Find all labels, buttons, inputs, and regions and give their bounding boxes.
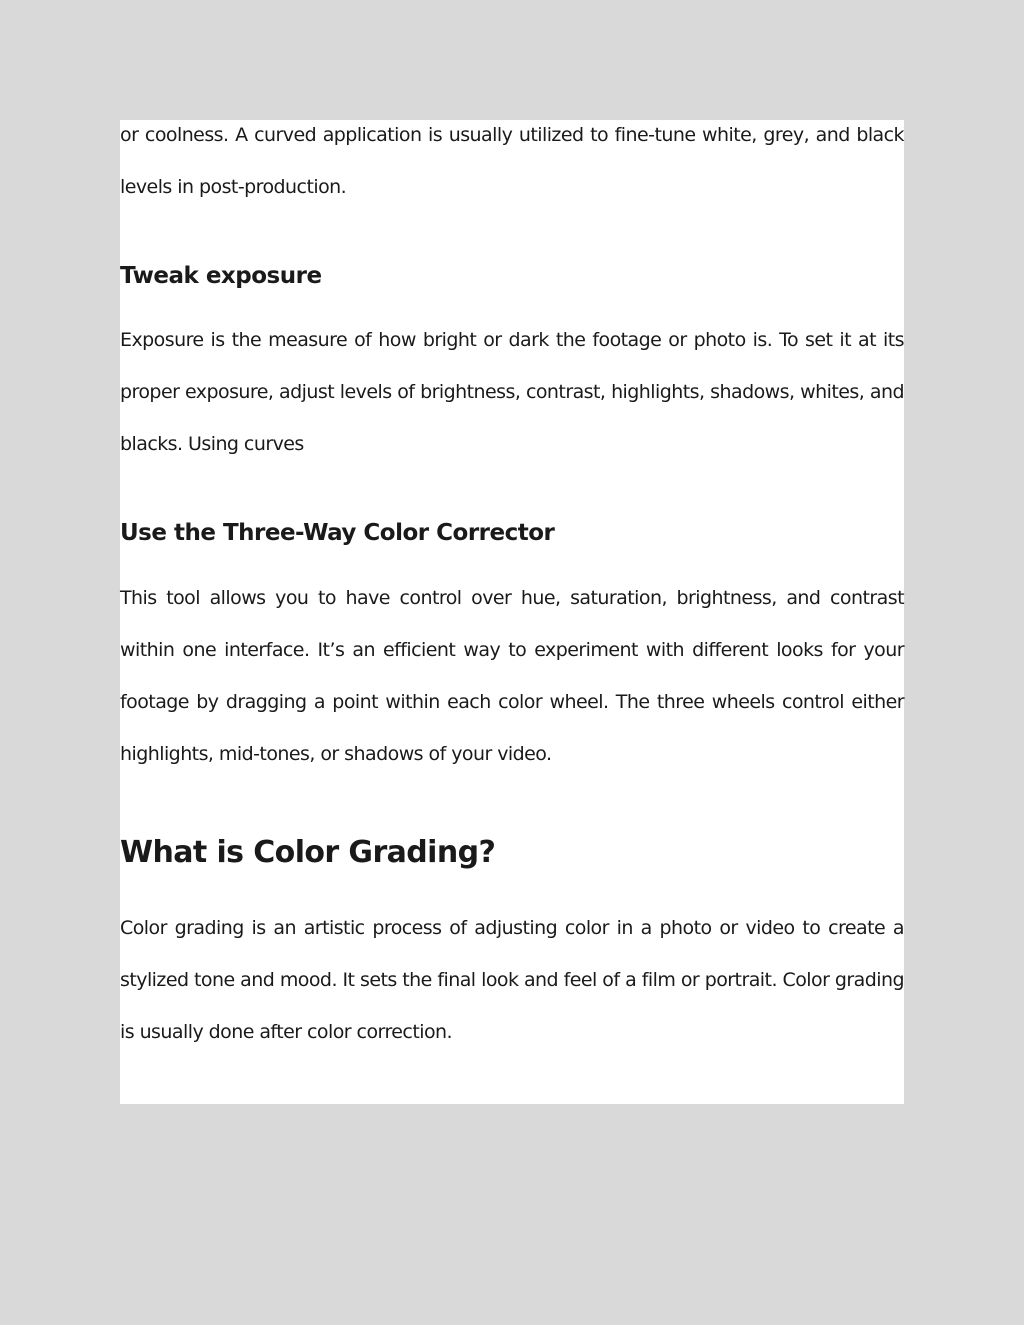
paragraph-color-grading: Color grading is an artistic process of adjusting color in a photo or video to create a stylized tone and mood. It sets the final look and feel of a film or portrait. Color grading is usually done after color correction. [120,917,904,1043]
heading-three-way-color-corrector: Use the Three-Way Color Corrector [120,520,555,546]
heading-tweak-exposure: Tweak exposure [120,263,322,289]
heading-what-is-color-grading: What is Color Grading? [120,835,496,870]
paragraph-curves-intro: or coolness. A curved application is usually utilized to fine-tune white, grey, and black levels in post-production. [120,124,904,198]
paragraph-three-way-corrector: This tool allows you to have control over hue, saturation, brightness, and contrast within one interface. It’s an efficient way to experiment with different looks for your footage by dragging a point within each color wheel. The three wheels control either highlights, mid-tones, or shadows of your video. [120,587,904,765]
paragraph-exposure: Exposure is the measure of how bright or dark the footage or photo is. To set it at its proper exposure, adjust levels of brightness, contrast, highlights, shadows, whites, and blacks. Using curves [120,329,904,455]
page-content [120,120,904,1104]
